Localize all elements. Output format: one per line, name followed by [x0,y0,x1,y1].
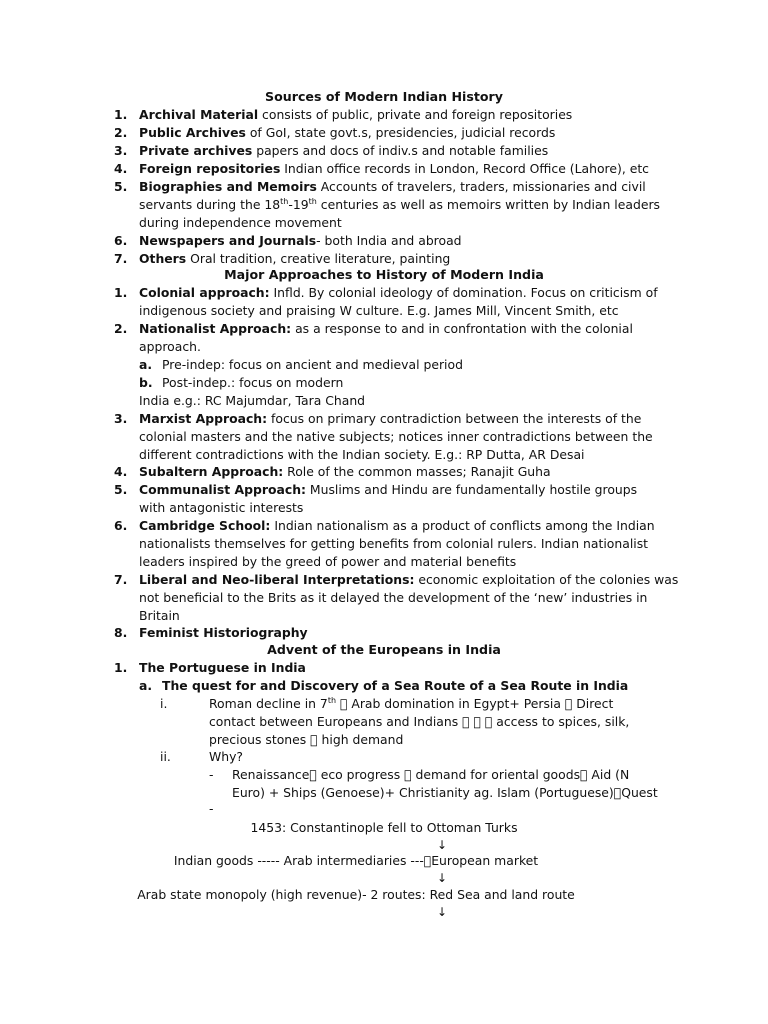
list-item: Biographies and Memoirs Accounts of travelers, traders, missionaries and civil [139,179,646,194]
list-item-continued: during independence movement [139,215,342,230]
roman-number: ii. [160,749,171,764]
list-number: 2. [114,125,128,140]
flow-step: 1453: Constantinople fell to Ottoman Turks [250,820,518,835]
list-item-continued: indigenous society and praising W culture. E.g. James Mill, Vincent Smith, etc [139,303,619,318]
list-item-continued: leaders inspired by the greed of power and material benefits [139,554,517,569]
list-item: Liberal and Neo-liberal Interpretations: economic exploitation of the colonies was [139,572,679,587]
list-item: Archival Material consists of public, private and foreign repositories [139,107,573,122]
list-item-continued: different contradictions with the Indian society. E.g.: RP Dutta, AR Desai [139,447,585,462]
down-arrow-icon: ↓ [436,871,448,885]
roman-item-continued: precious stones high demand [209,732,392,747]
list-item-continued: colonial masters and the native subjects; notices inner contradictions between the [139,429,653,444]
list-number: 4. [114,161,128,176]
list-item-continued: servants during the 18th-19th centuries as well as memoirs written by Indian leaders [139,196,661,212]
dash-item-continued: Euro) + Ships (Genoese)+ Christianity ag. Islam (Portuguese) Quest [232,785,655,800]
list-number: 1. [114,107,128,122]
heading-approaches: Major Approaches to History of Modern India [224,267,544,282]
list-item-continued: approach. [139,339,201,354]
list-number: 5. [114,482,128,497]
sublist-item: Pre-indep: focus on ancient and medieval period [162,357,463,372]
roman-item: Roman decline in 7th Arab domination in Egypt+ Persia Direct [209,695,591,711]
sublist-letter: a. [139,357,153,372]
list-number: 7. [114,572,128,587]
list-number: 4. [114,464,128,479]
list-number: 6. [114,233,128,248]
heading-europeans: Advent of the Europeans in India [267,642,501,657]
list-item-continued: with antagonistic interests [139,500,304,515]
list-number: 1. [114,285,128,300]
roman-number: i. [160,696,168,711]
list-item: The Portuguese in India [139,660,306,675]
list-number: 6. [114,518,128,533]
list-item: Colonial approach: Infld. By colonial ideology of domination. Focus on criticism of [139,285,658,300]
list-number: 7. [114,251,128,266]
list-item: Foreign repositories Indian office records in London, Record Office (Lahore), etc [139,161,649,176]
dash-bullet: - [209,801,214,816]
list-item-continued: India e.g.: RC Majumdar, Tara Chand [139,393,366,408]
sublist-letter: a. [139,678,153,693]
list-item: Cambridge School: Indian nationalism as a product of conflicts among the Indian [139,518,655,533]
list-item-continued: nationalists themselves for getting benefits from colonial rulers. Indian nationalist [139,536,649,551]
list-item: Newspapers and Journals- both India and abroad [139,233,462,248]
list-item: Others Oral tradition, creative literature, painting [139,251,451,266]
list-item: Nationalist Approach: as a response to and in confrontation with the colonial [139,321,633,336]
list-item: Marxist Approach: focus on primary contradiction between the interests of the [139,411,642,426]
sublist-item: Post-indep.: focus on modern [162,375,344,390]
down-arrow-icon: ↓ [436,905,448,919]
dash-bullet: - [209,767,214,782]
list-number: 2. [114,321,128,336]
dash-item: Renaissance eco progress demand for oriental goods Aid (N [232,767,603,782]
list-item: Public Archives of GoI, state govt.s, presidencies, judicial records [139,125,556,140]
list-item: Private archives papers and docs of indiv.s and notable families [139,143,549,158]
down-arrow-icon: ↓ [436,838,448,852]
list-number: 8. [114,625,128,640]
flow-step: Indian goods ----- Arab intermediaries --- European market [175,853,537,868]
sublist-letter: b. [139,375,153,390]
sublist-item: The quest for and Discovery of a Sea Route of a Sea Route in India [162,678,629,693]
list-item: Communalist Approach: Muslims and Hindu are fundamentally hostile groups [139,482,638,497]
list-number: 5. [114,179,128,194]
list-number: 3. [114,143,128,158]
roman-item: Why? [209,749,244,764]
list-item: Feminist Historiography [139,625,308,640]
list-item-continued: not beneficial to the Brits as it delayed the development of the ‘new’ industries in [139,590,648,605]
list-number: 3. [114,411,128,426]
list-item-continued: Britain [139,608,180,623]
list-number: 1. [114,660,128,675]
heading-sources: Sources of Modern Indian History [265,89,503,104]
list-item: Subaltern Approach: Role of the common masses; Ranajit Guha [139,464,551,479]
flow-step: Arab state monopoly (high revenue)- 2 routes: Red Sea and land route [137,887,575,902]
roman-item-continued: contact between Europeans and Indians access to spices, silk, [209,714,596,729]
